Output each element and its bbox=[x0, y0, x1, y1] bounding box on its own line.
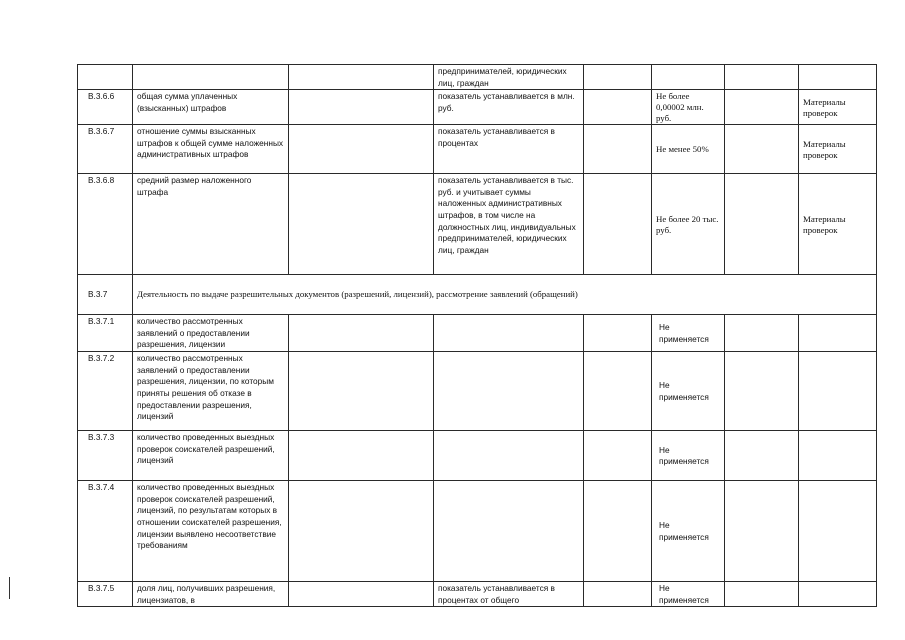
source-cell: Материалы проверок bbox=[799, 90, 877, 125]
target-value: Не более 0,00002 млн. руб. bbox=[652, 90, 725, 125]
table-row bbox=[78, 125, 877, 174]
table-row bbox=[78, 315, 877, 352]
indicator-name: количество проведенных выездных проверок соискателей разрешений, лицензий, по результатам которых в отношении соискателей разрешения, лицензии выявлено несоответствие требованиям bbox=[133, 481, 289, 582]
table-row bbox=[78, 481, 877, 582]
method-cell: показатель устанавливается в процентах bbox=[434, 125, 584, 174]
row-code: В.3.6.8 bbox=[78, 174, 133, 275]
row-code: В.3.7.5 bbox=[78, 582, 133, 607]
target-value: Не применяется bbox=[652, 582, 725, 607]
indicator-name: количество рассмотренных заявлений о предоставлении разрешения, лицензии, по которым приняты решения об отказе в предоставлении разрешения, лицензий bbox=[133, 352, 289, 431]
table-row bbox=[78, 431, 877, 481]
target-value: Не более 20 тыс. руб. bbox=[652, 174, 725, 275]
row-code: В.3.6.7 bbox=[78, 125, 133, 174]
section-row bbox=[78, 275, 877, 315]
source-cell: Материалы проверок bbox=[799, 174, 877, 275]
method-cell: предпринимателей, юридических лиц, граждан bbox=[434, 65, 584, 90]
margin-mark bbox=[9, 577, 10, 599]
indicator-name: количество проведенных выездных проверок соискателей разрешений, лицензий bbox=[133, 431, 289, 481]
row-code: В.3.7.1 bbox=[78, 315, 133, 352]
target-value: Не применяется bbox=[652, 315, 725, 352]
method-cell: показатель устанавливается в процентах от общего bbox=[434, 582, 584, 607]
method-cell: показатель устанавливается в млн. руб. bbox=[434, 90, 584, 125]
indicator-name: общая сумма уплаченных (взысканных) штрафов bbox=[133, 90, 289, 125]
target-value: Не применяется bbox=[652, 431, 725, 481]
source-cell: Материалы проверок bbox=[799, 125, 877, 174]
target-value: Не применяется bbox=[652, 481, 725, 582]
row-code: В.3.6.6 bbox=[78, 90, 133, 125]
indicator-name: отношение суммы взысканных штрафов к общей сумме наложенных административных штрафов bbox=[133, 125, 289, 174]
row-code: В.3.7.2 bbox=[78, 352, 133, 431]
row-code: В.3.7.4 bbox=[78, 481, 133, 582]
table-row bbox=[78, 65, 877, 90]
method-cell: показатель устанавливается в тыс. руб. и учитывает суммы наложенных административных штрафов, в том числе на должностных лиц, индивидуальных предпринимателей, юридических лиц, граждан bbox=[434, 174, 584, 275]
indicators-table bbox=[77, 64, 877, 607]
table-row bbox=[78, 174, 877, 275]
table-row bbox=[78, 352, 877, 431]
target-value: Не менее 50% bbox=[652, 125, 725, 174]
indicator-name: средний размер наложенного штрафа bbox=[133, 174, 289, 275]
indicator-name: доля лиц, получивших разрешения, лицензиатов, в bbox=[133, 582, 289, 607]
target-value: Не применяется bbox=[652, 352, 725, 431]
table-row bbox=[78, 90, 877, 125]
table-row bbox=[78, 582, 877, 607]
section-title: Деятельность по выдаче разрешительных документов (разрешений, лицензий), рассмотрение заявлений (обращений) bbox=[133, 275, 877, 315]
section-code: В.3.7 bbox=[78, 275, 133, 315]
indicator-name: количество рассмотренных заявлений о предоставлении разрешения, лицензии bbox=[133, 315, 289, 352]
row-code: В.3.7.3 bbox=[78, 431, 133, 481]
